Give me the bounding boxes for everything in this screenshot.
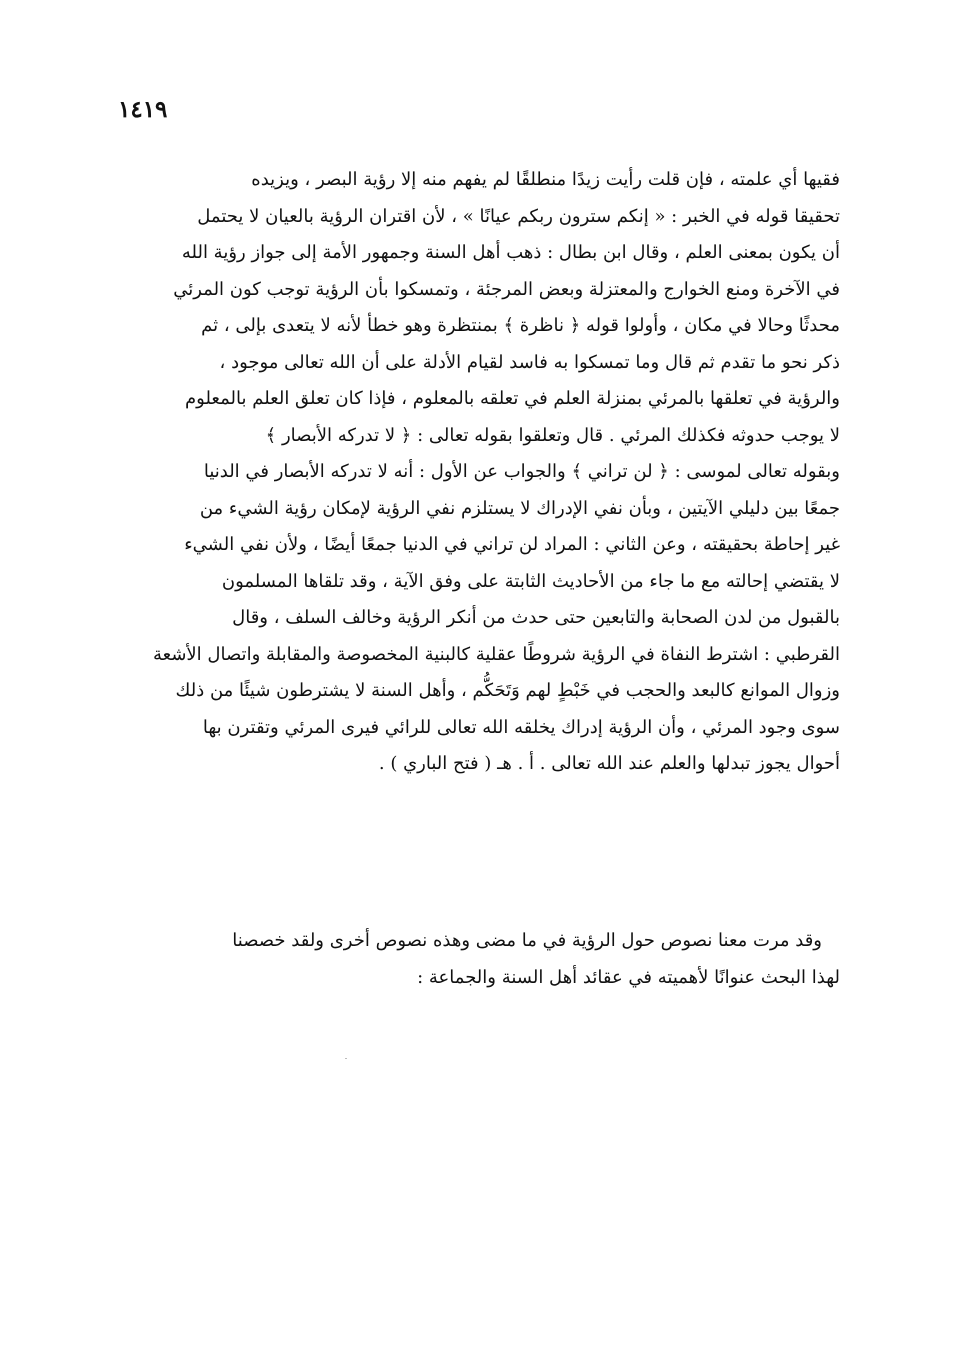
text-line: بالقبول من لدن الصحابة والتابعين حتى حدث من أنكر الرؤية وخالف السلف ، وقال <box>232 607 840 628</box>
closing-paragraph <box>120 923 840 996</box>
scan-speck <box>345 1058 347 1059</box>
text-line: فقيها أي علمته ، فإن قلت رأيت زيدًا منطلقًا لم يفهم منه إلا رؤية البصر ، ويزيده <box>251 169 840 190</box>
text-line: القرطبي : اشترط النفاة في الرؤية شروطًا عقلية كالبنية المخصوصة والمقابلة واتصال الأشعة <box>152 643 840 665</box>
text-line: لا يقتضي إحالته مع ما جاء من الأحاديث الثابتة على وفق الآية ، وقد تلقاها المسلمون <box>221 570 840 592</box>
text-line: غير إحاطة بحقيقته ، وعن الثاني : المراد لن تراني في الدنيا جمعًا أيضًا ، ولأن نفي الشيء <box>184 534 840 555</box>
main-paragraph <box>120 162 840 783</box>
text-line: وقد مرت معنا نصوص حول الرؤية في ما مضى وهذه نصوص أخرى ولقد خصصنا <box>232 930 822 951</box>
page-number: ١٤١٩ <box>118 96 168 123</box>
text-line: تحقيقا قوله في الخبر : « إنكم سترون ربكم عيانًا » ، لأن اقتران الرؤية بالعيان لا يحتمل <box>197 205 840 227</box>
text-line: والرؤية في تعلقها بالمرئي بمنزلة العلم في تعلقه بالمعلوم ، فإذا كان تعلق العلم بالمعلوم <box>185 388 840 409</box>
text-line: وبقوله تعالى لموسى : ﴿ لن تراني ﴾ والجواب عن الأول : أنه لا تدركه الأبصار في الدنيا <box>203 461 840 482</box>
text-line: أحوال يجوز تبدلها والعلم عند الله تعالى . أ . هـ ( فتح الباري ) . <box>378 753 840 774</box>
text-line: أن يكون بمعنى العلم ، وقال ابن بطال : ذهب أهل السنة وجمهور الأمة إلى جواز رؤية الله <box>181 242 840 263</box>
text-line: لا يوجب حدوثه فكذلك المرئي . قال وتعلقوا بقوله تعالى : ﴿ لا تدركه الأبصار ﴾ <box>265 424 840 446</box>
text-line: سوى وجود المرئي ، وأن الرؤية إدراك يخلقه الله تعالى للرائي فيرى المرئي وتقترن بها <box>202 716 840 738</box>
text-line: محدثًا وحالا في مكان ، وأولوا قوله ﴿ ناظرة ﴾ بمنتظرة وهو خطأ لأنه لا يتعدى بإلى ، ثم <box>201 315 840 336</box>
text-line: جمعًا بين دليلي الآيتين ، وبأن نفي الإدراك لا يستلزم نفي الرؤية لإمكان رؤية الشيء من <box>199 497 840 519</box>
text-line: ذكر نحو ما تقدم ثم قال وما تمسكوا به فاسد لقيام الأدلة على أن الله تعالى موجود ، <box>219 351 840 373</box>
text-line: لهذا البحث عنوانًا لأهميته في عقائد أهل السنة والجماعة : <box>417 966 840 988</box>
text-line: في الآخرة ومنع الخوارج والمعتزلة وبعض المرجئة ، وتمسكوا بأن الرؤية توجب كون المرئي <box>173 278 840 300</box>
text-line: وزوال الموانع كالبعد والحجب في خَبْطٍ لهم وَتَحَكُّم ، وأهل السنة لا يشترطون شيئًا من ذلك <box>175 680 840 701</box>
